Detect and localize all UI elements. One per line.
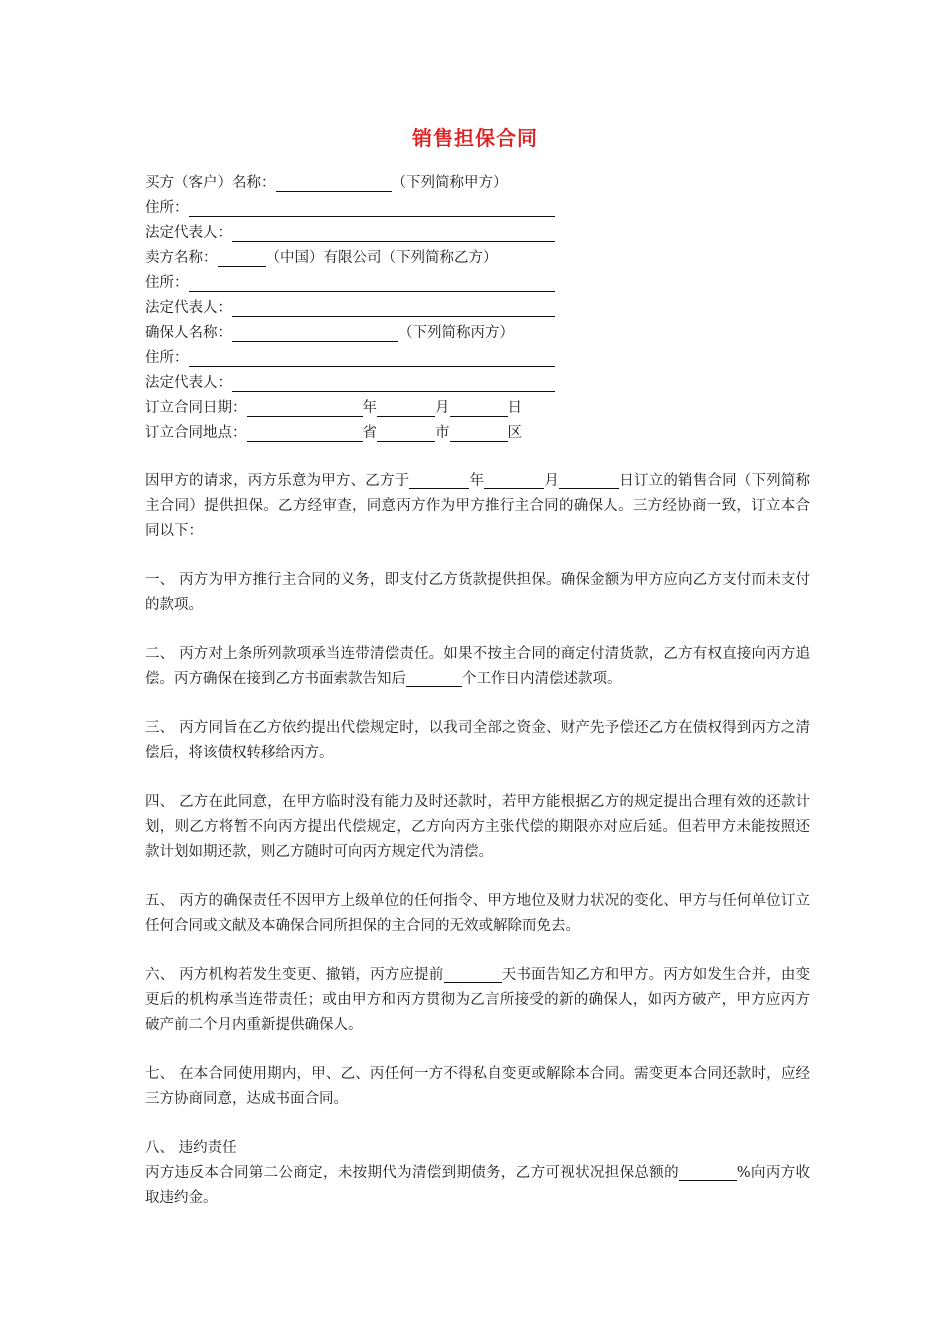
seller-rep-blank[interactable] [232, 298, 555, 317]
main-contract-month-blank[interactable] [484, 471, 544, 489]
address-label: 住所： [145, 275, 189, 291]
contract-place-line [145, 421, 555, 446]
buyer-name-line [145, 171, 555, 196]
buyer-rep-line [145, 221, 555, 246]
year-unit: 年 [362, 400, 377, 416]
year-unit: 年 [469, 473, 485, 489]
workdays-blank[interactable] [406, 669, 462, 687]
clause-3: 三、 丙方同旨在乙方依约提出代偿规定时，以我司全部之资金、财产先予偿还乙方在债权得到丙方之清偿后，将该债权转移给丙方。 [145, 720, 810, 761]
main-contract-year-blank[interactable] [409, 471, 469, 489]
province-unit: 省 [362, 425, 377, 441]
day-unit: 日 [507, 400, 522, 416]
clause-4: 四、 乙方在此同意，在甲方临时没有能力及时还款时，若甲方能根据乙方的规定提出合理有效的还款计划，则乙方将暂不向丙方提出代偿规定，乙方向丙方主张代偿的期限亦对应后延。但若甲方未能按照还款计划如期还款，则乙方随时可向丙方规定代为清偿。 [145, 794, 810, 860]
buyer-address-line [145, 196, 555, 221]
clause-2-text-rest: 个工作日内清偿述款项。 [462, 671, 622, 687]
guarantor-name-line [145, 321, 555, 346]
guarantor-name-blank[interactable] [232, 323, 398, 342]
rep-label: 法定代表人： [145, 300, 232, 316]
clause-7: 七、 在本合同使用期内，甲、乙、丙任何一方不得私自变更或解除本合同。需变更本合同还款时，应经三方协商同意，达成书面合同。 [145, 1066, 810, 1107]
clause-6 [145, 963, 810, 1038]
intro-text: 因甲方的请求，丙方乐意为甲方、乙方于 [145, 473, 410, 489]
buyer-name-label: 买方（客户）名称： [145, 175, 276, 191]
seller-name-line [145, 246, 555, 271]
rep-label: 法定代表人： [145, 225, 232, 241]
clause-6-text-rest: 天书面告知乙方和甲方。丙方如发生合并，由变更后的机构承当连带责任；或由甲方和丙方贯彻为乙言所接受的新的确保人，如丙方破产，甲方应丙方破产前二个月内重新提供确保人。 [145, 967, 811, 1033]
seller-rep-line [145, 296, 555, 321]
district-unit: 区 [507, 425, 522, 441]
month-unit: 月 [435, 400, 450, 416]
buyer-rep-blank[interactable] [232, 223, 555, 242]
day-blank[interactable] [450, 398, 508, 417]
seller-address-blank[interactable] [189, 273, 556, 292]
document-title: 销售担保合同 [412, 126, 538, 150]
notice-days-blank[interactable] [444, 965, 502, 983]
buyer-suffix: （下列简称甲方） [391, 175, 508, 191]
guarantor-address-blank[interactable] [189, 348, 556, 367]
year-blank[interactable] [247, 398, 363, 417]
clause-6-text: 六、 丙方机构若发生变更、撤销，丙方应提前 [145, 967, 444, 983]
seller-address-line [145, 271, 555, 296]
guarantor-rep-line [145, 371, 555, 396]
buyer-name-blank[interactable] [276, 173, 392, 192]
rep-label: 法定代表人： [145, 375, 232, 391]
district-blank[interactable] [450, 423, 508, 442]
city-unit: 市 [435, 425, 450, 441]
month-blank[interactable] [377, 398, 435, 417]
place-label: 订立合同地点： [145, 425, 247, 441]
clause-8-text-rest: %向丙方收取违约金。 [145, 1165, 811, 1206]
clause-8-text: 丙方违反本合同第二公商定，未按期代为清偿到期债务，乙方可视状况担保总额的 [145, 1165, 679, 1181]
contract-date-line [145, 396, 555, 421]
seller-name-label: 卖方名称： [145, 250, 218, 266]
clause-5: 五、 丙方的确保责任不因甲方上级单位的任何指令、甲方地位及财力状况的变化、甲方与任何单位订立任何合同或文献及本确保合同所担保的主合同的无效或解除而免去。 [145, 893, 810, 934]
guarantor-address-line [145, 346, 555, 371]
date-label: 订立合同日期： [145, 400, 247, 416]
clause-8-title: 八、 违约责任 [145, 1140, 237, 1156]
address-label: 住所： [145, 200, 189, 216]
seller-suffix: （中国）有限公司（下列简称乙方） [265, 250, 498, 266]
guarantor-rep-blank[interactable] [232, 373, 555, 392]
address-label: 住所： [145, 350, 189, 366]
guarantor-name-label: 确保人名称： [145, 325, 232, 341]
penalty-percent-blank[interactable] [679, 1163, 737, 1181]
month-unit: 月 [544, 473, 560, 489]
guarantor-suffix: （下列简称丙方） [398, 325, 514, 341]
intro-paragraph [145, 469, 810, 544]
intro-text-rest: 日订立的销售合同（下列简称主合同）提供担保。乙方经审查，同意丙方作为甲方推行主合同的确保人。三方经协商一致，订立本合同以下： [145, 473, 811, 539]
clause-1: 一、 丙方为甲方推行主合同的义务，即支付乙方货款提供担保。确保金额为甲方应向乙方支付而未支付的款项。 [145, 572, 810, 613]
clause-8 [145, 1161, 810, 1211]
main-contract-day-blank[interactable] [559, 471, 619, 489]
clause-2-text: 二、 丙方对上条所列款项承当连带清偿责任。如果不按主合同的商定付清货款，乙方有权直接向丙方追偿。丙方确保在接到乙方书面索款告知后 [145, 646, 810, 687]
buyer-address-blank[interactable] [189, 198, 556, 217]
seller-name-blank[interactable] [218, 248, 266, 267]
contract-header [145, 171, 555, 446]
clause-2 [145, 642, 810, 692]
province-blank[interactable] [247, 423, 363, 442]
contract-body [145, 469, 810, 1211]
city-blank[interactable] [377, 423, 435, 442]
